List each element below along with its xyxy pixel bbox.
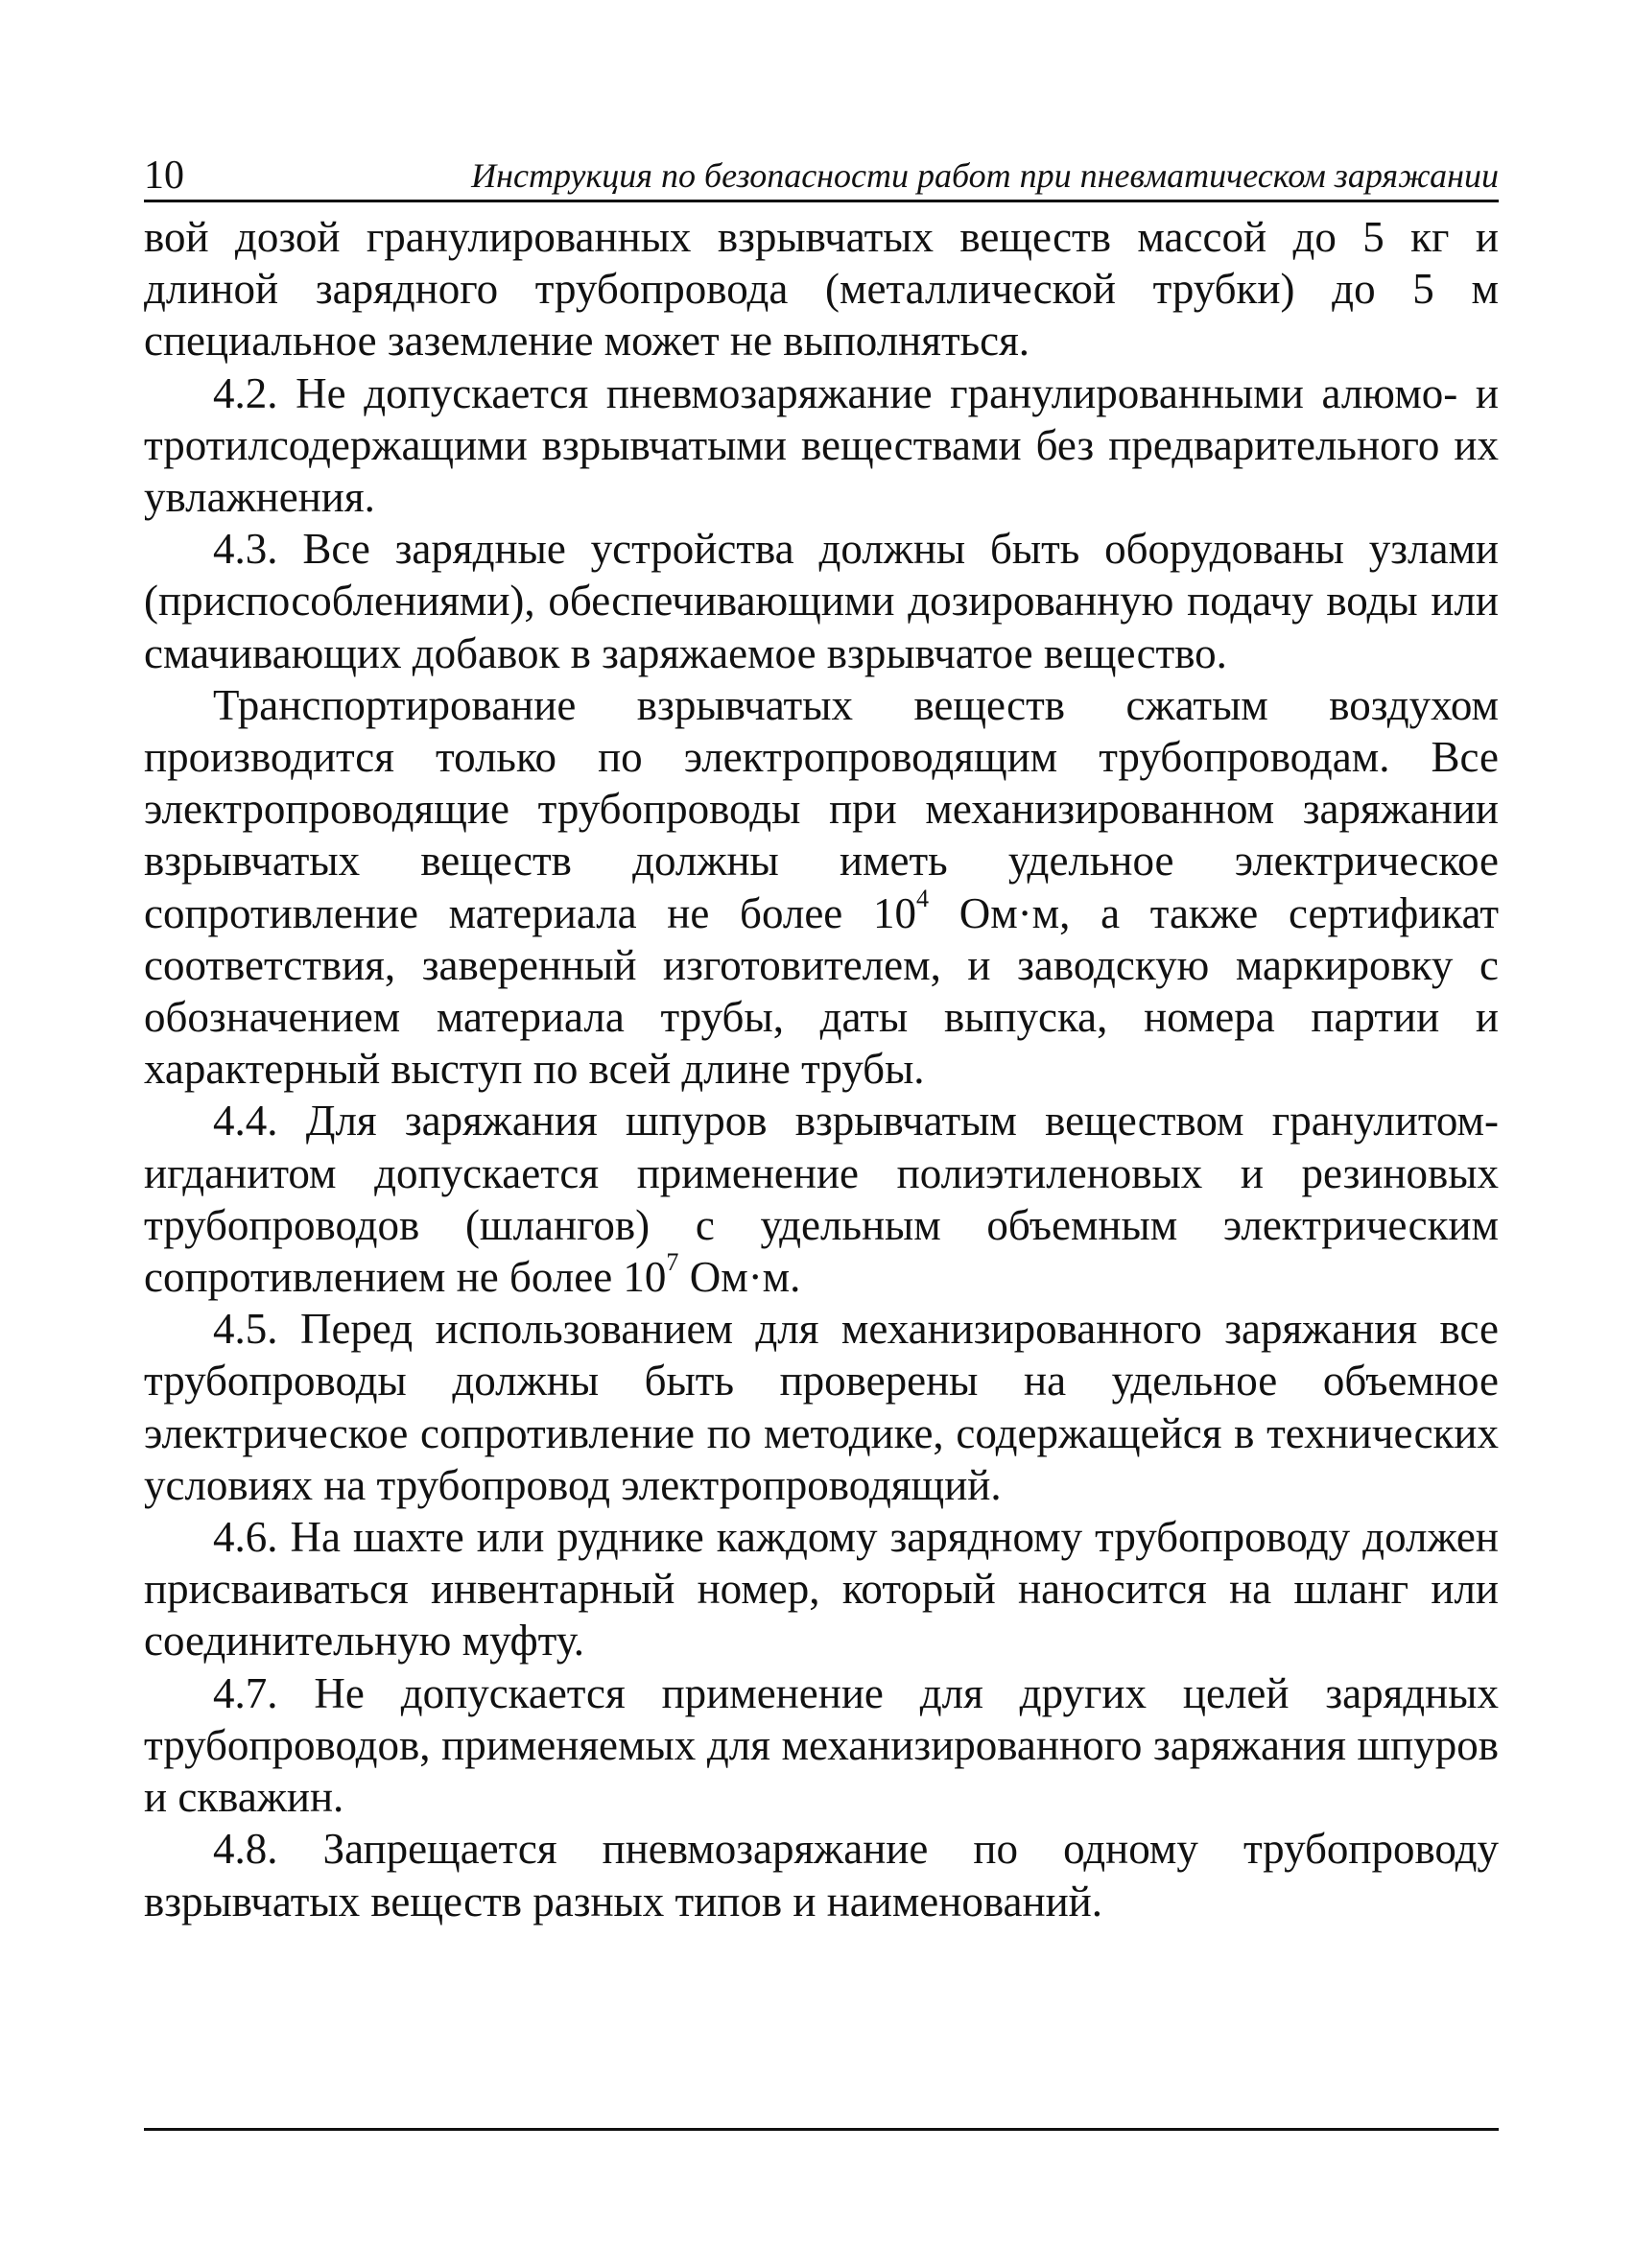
- page-number: 10: [144, 154, 184, 198]
- paragraph-4-8: 4.8. Запрещается пневмозаряжание по одному трубопроводу взрывчатых веществ разных типов и наименований.: [144, 1825, 1499, 1925]
- paragraph-4-3: 4.3. Все зарядные устройства должны быть оборудованы узлами (приспособлениями), обеспечивающими дозированную подачу воды или смачивающих добавок в заряжаемое взрывчатое вещество.: [144, 525, 1499, 677]
- paragraph-4-4-text-b: Ом·м.: [678, 1253, 801, 1302]
- exponent-4: 4: [915, 884, 929, 912]
- paragraph-4-6: 4.6. На шахте или руднике каждому зарядному трубопроводу должен присваиваться инвентарный номер, который наносится на шланг или соединительную муфту.: [144, 1513, 1499, 1666]
- paragraph-transport: [144, 679, 1499, 1096]
- paragraph-4-7: 4.7. Не допускается применение для других целей зарядных трубопроводов, применяемых для механизированного заряжания шпуров и скважин.: [144, 1668, 1499, 1822]
- paragraph-4-5: 4.5. Перед использованием для механизированного заряжания все трубопроводы должны быть проверены на удельное объемное электрическое сопротивление по методике, содержащейся в технических условиях на трубопровод электропроводящий.: [144, 1305, 1499, 1509]
- paragraph-transport-text-b: Ом·м, а также сертификат соответствия, заверенный изготовителем, и заводскую маркировку с обозначением материала трубы, даты выпуска, номера партии и характерный выступ по всей длине трубы.: [144, 888, 1499, 1094]
- paragraph-4-4-text-a: 4.4. Для заряжания шпуров взрывчатым веществом гранулитом-игданитом допускается применение полиэтиленовых и резиновых трубопроводов (шлангов) с удельным объемным электрическим сопротивлением не более 10: [144, 1097, 1499, 1302]
- paragraph-4-4: [144, 1095, 1499, 1303]
- page-header: [144, 144, 1499, 202]
- paragraph-continuation: вой дозой гранулированных взрывчатых веществ массой до 5 кг и длиной зарядного трубопровода (металлической трубки) до 5 м специальное заземление может не выполняться.: [144, 213, 1499, 366]
- paragraph-4-2: 4.2. Не допускается пневмозаряжание гранулированными алюмо- и тротилсодержащими взрывчатыми веществами без предварительного их увлажнения.: [144, 368, 1499, 522]
- paragraph-transport-text-a: Транспортирование взрывчатых веществ сжатым воздухом производится только по электропроводящим трубопроводам. Все электропроводящие трубопроводы при механизированном заряжании взрывчатых веществ должны иметь удельное электрическое сопротивление материала не более 10: [144, 680, 1499, 937]
- running-title: Инструкция по безопасности работ при пневматическом заряжании: [471, 156, 1499, 195]
- exponent-7: 7: [666, 1247, 679, 1276]
- bottom-rule: [144, 2128, 1499, 2131]
- page-body: [144, 211, 1499, 1927]
